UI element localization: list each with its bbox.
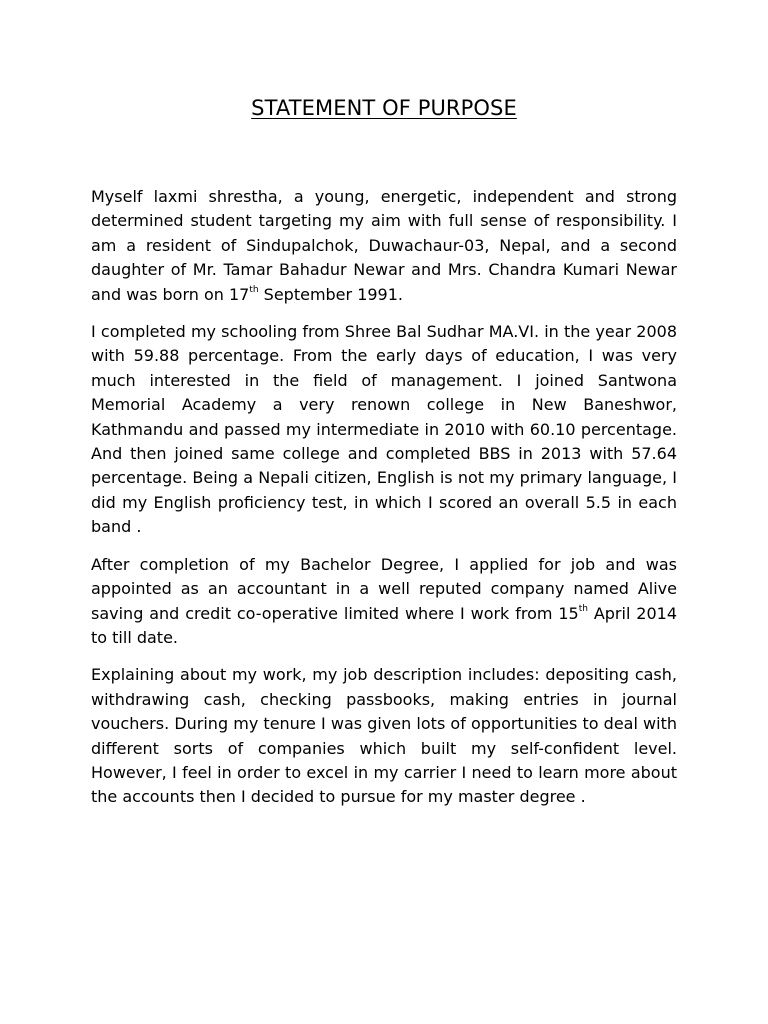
paragraph-intro bbox=[91, 185, 677, 307]
paragraph-intro-text-end: September 1991. bbox=[258, 284, 403, 304]
paragraph-employment-text: After completion of my Bachelor Degree, I applied for job and was appointed as an accountant in a well reputed company named Alive saving and credit co-operative limited where I work from 15 bbox=[91, 554, 677, 623]
document-title: STATEMENT OF PURPOSE bbox=[251, 96, 517, 120]
ordinal-suffix: th bbox=[578, 604, 588, 615]
ordinal-suffix: th bbox=[249, 285, 259, 296]
paragraph-employment-text-end: April 2014 to till date. bbox=[91, 603, 677, 647]
document-body bbox=[91, 185, 677, 823]
paragraph-intro-text: Myself laxmi shrestha, a young, energetic, independent and strong determined student targeting my aim with full sense of responsibility. I am a resident of Sindupalchok, Duwachaur-03, Nepal, and a second daughter of Mr. Tamar Bahadur Newar and Mrs. Chandra Kumari Newar and was born on 17 bbox=[91, 187, 677, 304]
paragraph-work-description: Explaining about my work, my job description includes: depositing cash, withdrawing cash, checking passbooks, making entries in journal vouchers. During my tenure I was given lots of opportunities to deal with different sorts of companies which built my self-confident level. However, I feel in order to excel in my carrier I need to learn more about the accounts then I decided to pursue for my master degree . bbox=[91, 665, 677, 807]
paragraph-employment bbox=[91, 553, 677, 651]
paragraph-education: I completed my schooling from Shree Bal Sudhar MA.VI. in the year 2008 with 59.88 percentage. From the early days of education, I was very much interested in the field of management. I joined Santwona Memorial Academy a very renown college in New Baneshwor, Kathmandu and passed my intermediate in 2010 with 60.10 percentage. And then joined same college and completed BBS in 2013 with 57.64 percentage. Being a Nepali citizen, English is not my primary language, I did my English proficiency test, in which I scored an overall 5.5 in each band . bbox=[91, 322, 677, 537]
